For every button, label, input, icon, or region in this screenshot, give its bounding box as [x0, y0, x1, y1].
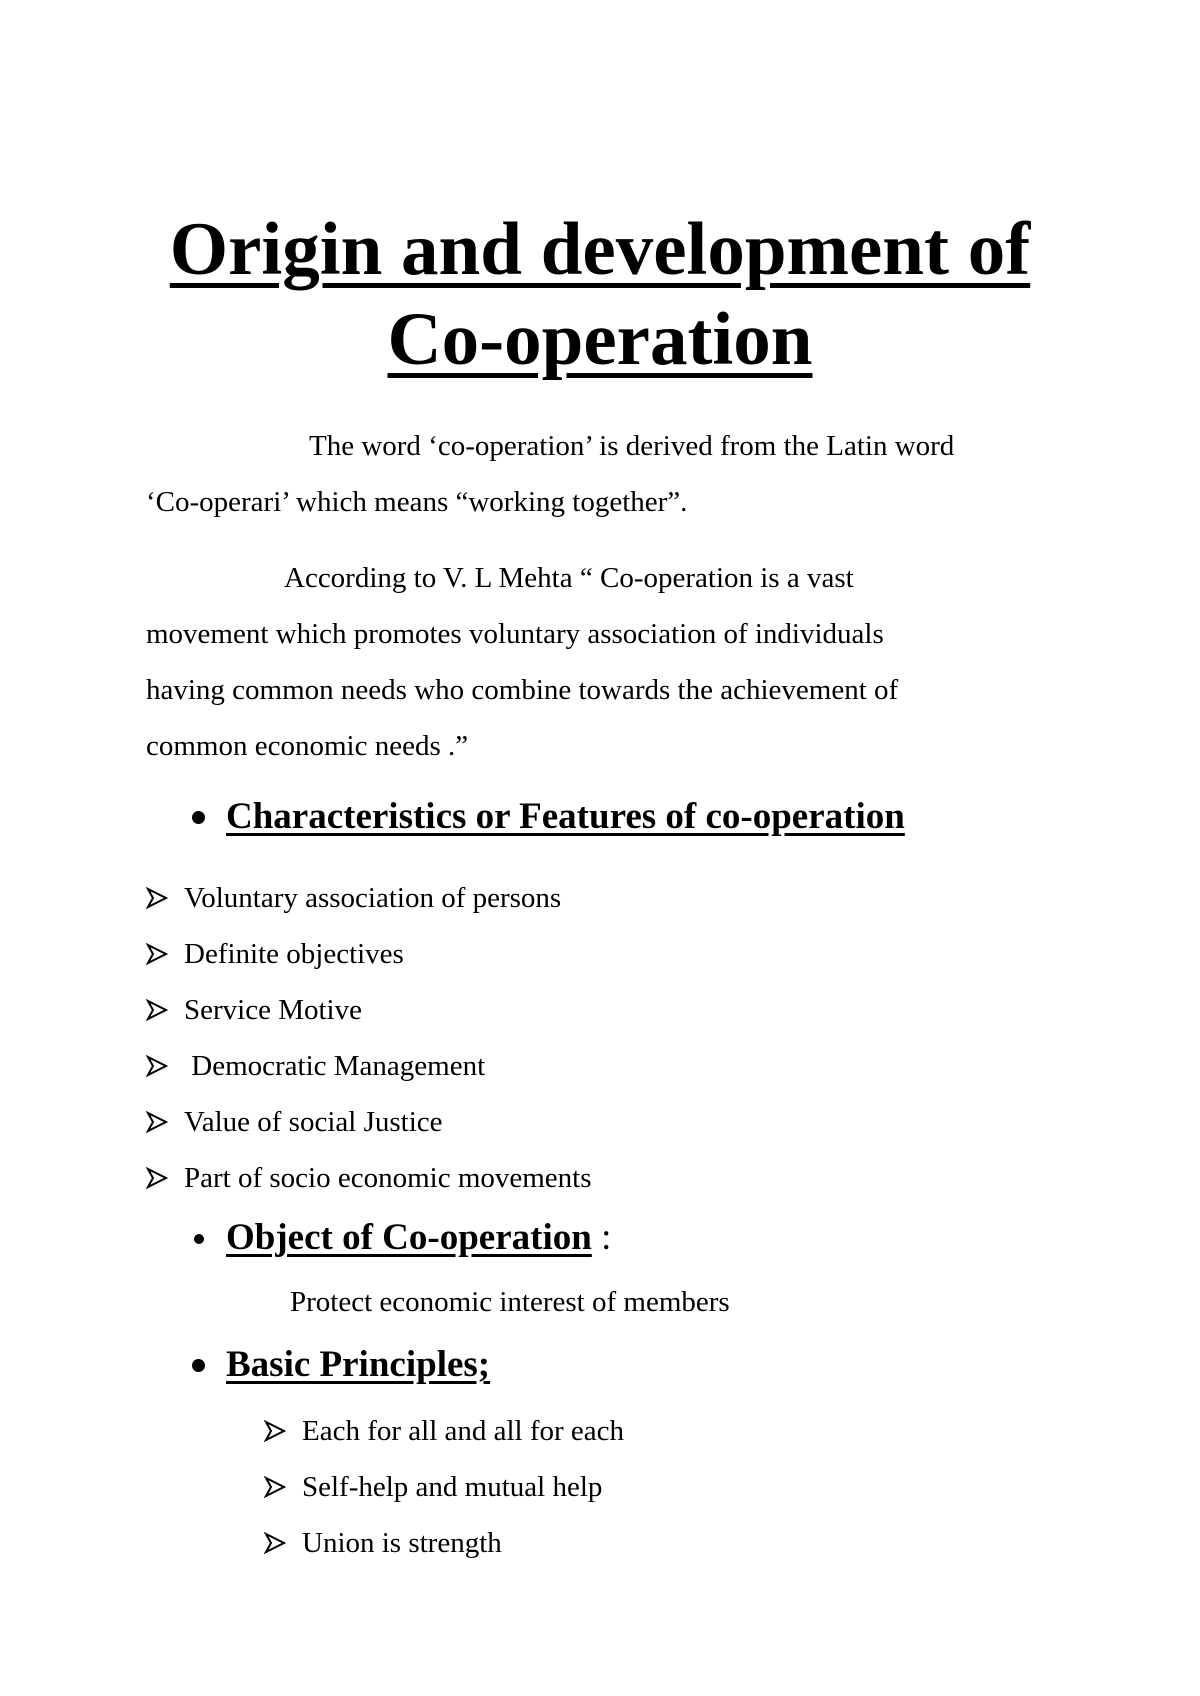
definition-line-4: common economic needs .” [146, 730, 469, 762]
list-item [146, 1094, 592, 1150]
list-item-label: Definite objectives [184, 938, 404, 970]
arrow-bullet-icon [146, 1111, 168, 1133]
list-item-label: Service Motive [184, 994, 362, 1026]
intro-line-2: ‘Co-operari’ which means “working together”. [146, 486, 688, 518]
arrow-bullet-icon [264, 1420, 286, 1442]
arrow-bullet-icon [264, 1532, 286, 1554]
list-item-label: Voluntary association of persons [184, 882, 562, 914]
list-item [264, 1515, 624, 1571]
page-title [0, 205, 1200, 385]
bullet-icon [192, 1359, 205, 1372]
arrow-bullet-icon [146, 999, 168, 1021]
list-item [146, 870, 592, 926]
list-item-label: Value of social Justice [184, 1106, 443, 1138]
list-item-label: Part of socio economic movements [184, 1162, 592, 1194]
definition-paragraph [146, 550, 1046, 774]
list-item [146, 982, 592, 1038]
arrow-bullet-icon [146, 1167, 168, 1189]
object-heading-text: Object of Co-operation [226, 1217, 592, 1258]
principles-list [264, 1403, 624, 1571]
definition-line-2: movement which promotes voluntary association of individuals [146, 618, 884, 650]
list-item [146, 926, 592, 982]
arrow-bullet-icon [146, 887, 168, 909]
bullet-icon [194, 1234, 204, 1244]
characteristics-list [146, 870, 592, 1206]
arrow-bullet-icon [264, 1476, 286, 1498]
list-item-label: Democratic Management [184, 1050, 486, 1082]
bullet-icon [192, 811, 205, 824]
object-description: Protect economic interest of members [290, 1286, 730, 1318]
list-item-label: Union is strength [302, 1527, 502, 1559]
list-item [146, 1150, 592, 1206]
object-heading [226, 1216, 611, 1260]
principles-heading-text: Basic Principles; [226, 1344, 491, 1385]
arrow-bullet-icon [146, 943, 168, 965]
page-title-line-1: Origin and development of [169, 208, 1031, 291]
object-heading-suffix: : [591, 1217, 612, 1258]
characteristics-heading [226, 795, 905, 839]
list-item-label: Self-help and mutual help [302, 1471, 603, 1503]
intro-paragraph [146, 418, 1046, 530]
principles-heading [226, 1343, 490, 1387]
list-item-label: Each for all and all for each [302, 1415, 625, 1447]
arrow-bullet-icon [146, 1055, 168, 1077]
intro-line-1: The word ‘co-operation’ is derived from the Latin word [309, 430, 955, 462]
list-item [146, 1038, 592, 1094]
list-item [264, 1459, 624, 1515]
characteristics-heading-text: Characteristics or Features of co-operation [226, 796, 905, 837]
list-item [264, 1403, 624, 1459]
page-title-line-2: Co-operation [387, 298, 813, 381]
definition-line-1: According to V. L Mehta “ Co-operation is a vast [284, 562, 854, 594]
definition-line-3: having common needs who combine towards the achievement of [146, 674, 899, 706]
